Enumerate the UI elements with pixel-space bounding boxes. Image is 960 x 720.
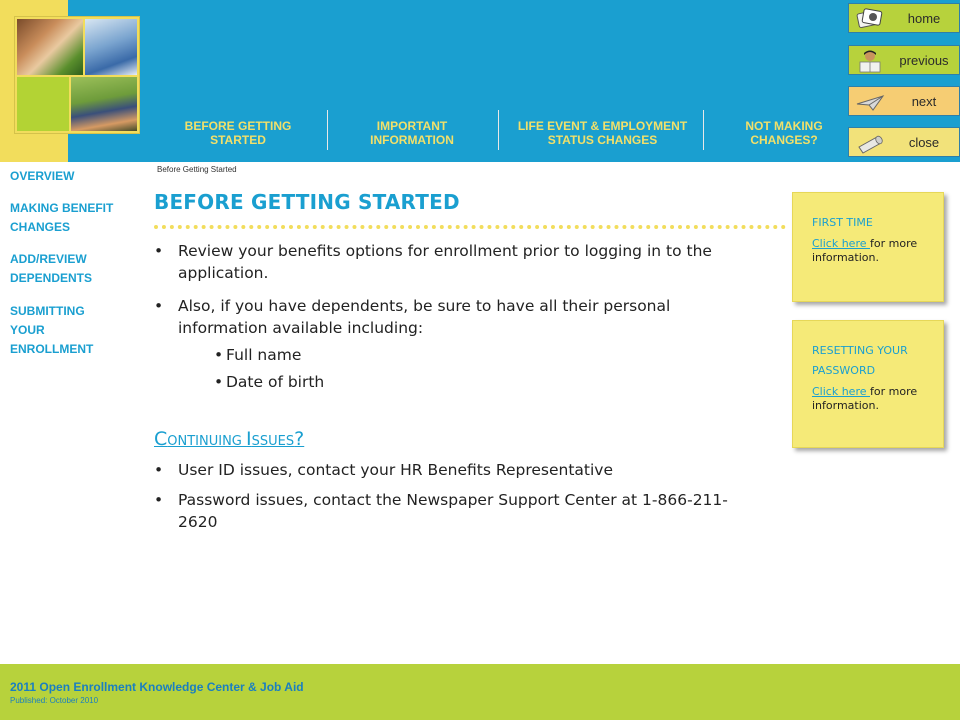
topnav-before-getting-started[interactable]: BEFORE GETTING STARTED [184, 119, 292, 147]
list-item: • Password issues, contact the Newspaper Support Center at 1-866-211-2620 [154, 489, 739, 533]
left-nav-making-benefit-changes[interactable]: MAKING BENEFIT CHANGES [10, 201, 114, 234]
list-item: • User ID issues, contact your HR Benefits Representative [154, 459, 754, 481]
home-label: home [907, 10, 941, 26]
sub-list-item: • Date of birth [154, 371, 754, 393]
left-nav-add-review-dependents[interactable]: ADD/REVIEW DEPENDENTS [10, 252, 93, 285]
intro-bullet-list [154, 240, 754, 393]
first-time-text: Click here for more information. [812, 237, 918, 264]
first-time-click-here-link[interactable]: Click here [812, 237, 870, 250]
first-time-title: FIRST TIME [812, 216, 873, 229]
person-reading-icon [855, 49, 885, 73]
resetting-password-click-here-link[interactable]: Click here [812, 385, 870, 398]
resetting-password-info-box [792, 320, 944, 448]
newspaper-icon [855, 7, 885, 31]
continuing-issues-heading[interactable]: CONTINUING ISSUES? [154, 428, 305, 450]
next-label: next [911, 93, 937, 109]
topnav-separator [703, 110, 704, 150]
resetting-password-title: RESETTING YOUR PASSWORD [812, 344, 908, 377]
previous-label: previous [899, 52, 949, 68]
footer-published-date: Published: October 2010 [10, 696, 99, 705]
issues-bullet-list [154, 459, 754, 533]
left-nav-overview[interactable]: OVERVIEW [10, 169, 75, 183]
previous-button[interactable] [848, 45, 960, 75]
rolled-newspaper-icon [855, 131, 885, 155]
left-nav-submitting-enrollment[interactable]: SUBMITTING YOUR ENROLLMENT [10, 304, 94, 356]
topnav-not-making-changes[interactable]: NOT MAKING CHANGES? [745, 119, 823, 147]
page-title: BEFORE GETTING STARTED [154, 190, 460, 214]
header-banner [0, 0, 960, 162]
footer-title: 2011 Open Enrollment Knowledge Center & Job Aid [10, 680, 304, 694]
close-button[interactable] [848, 127, 960, 157]
list-item: • Review your benefits options for enrollment prior to logging in to the application. [154, 240, 754, 284]
sub-list-item: • Full name [154, 344, 754, 366]
list-item: • Also, if you have dependents, be sure to have all their personal information available including: [154, 295, 754, 339]
topnav-separator [327, 110, 328, 150]
paper-plane-icon [855, 90, 885, 114]
photo-collage-frame [15, 17, 139, 133]
resetting-password-text: Click here for more information. [812, 385, 918, 412]
topnav-separator [498, 110, 499, 150]
footer [0, 664, 960, 720]
topnav-life-event-status-changes[interactable]: LIFE EVENT & EMPLOYMENT STATUS CHANGES [517, 119, 688, 147]
home-button[interactable] [848, 3, 960, 33]
header-photo-collage [14, 16, 140, 134]
title-divider [154, 225, 786, 229]
next-button[interactable] [848, 86, 960, 116]
topnav-important-information[interactable]: IMPORTANT INFORMATION [370, 119, 454, 147]
breadcrumb: Before Getting Started [157, 165, 237, 174]
first-time-info-box [792, 192, 944, 302]
close-label: close [908, 134, 940, 150]
